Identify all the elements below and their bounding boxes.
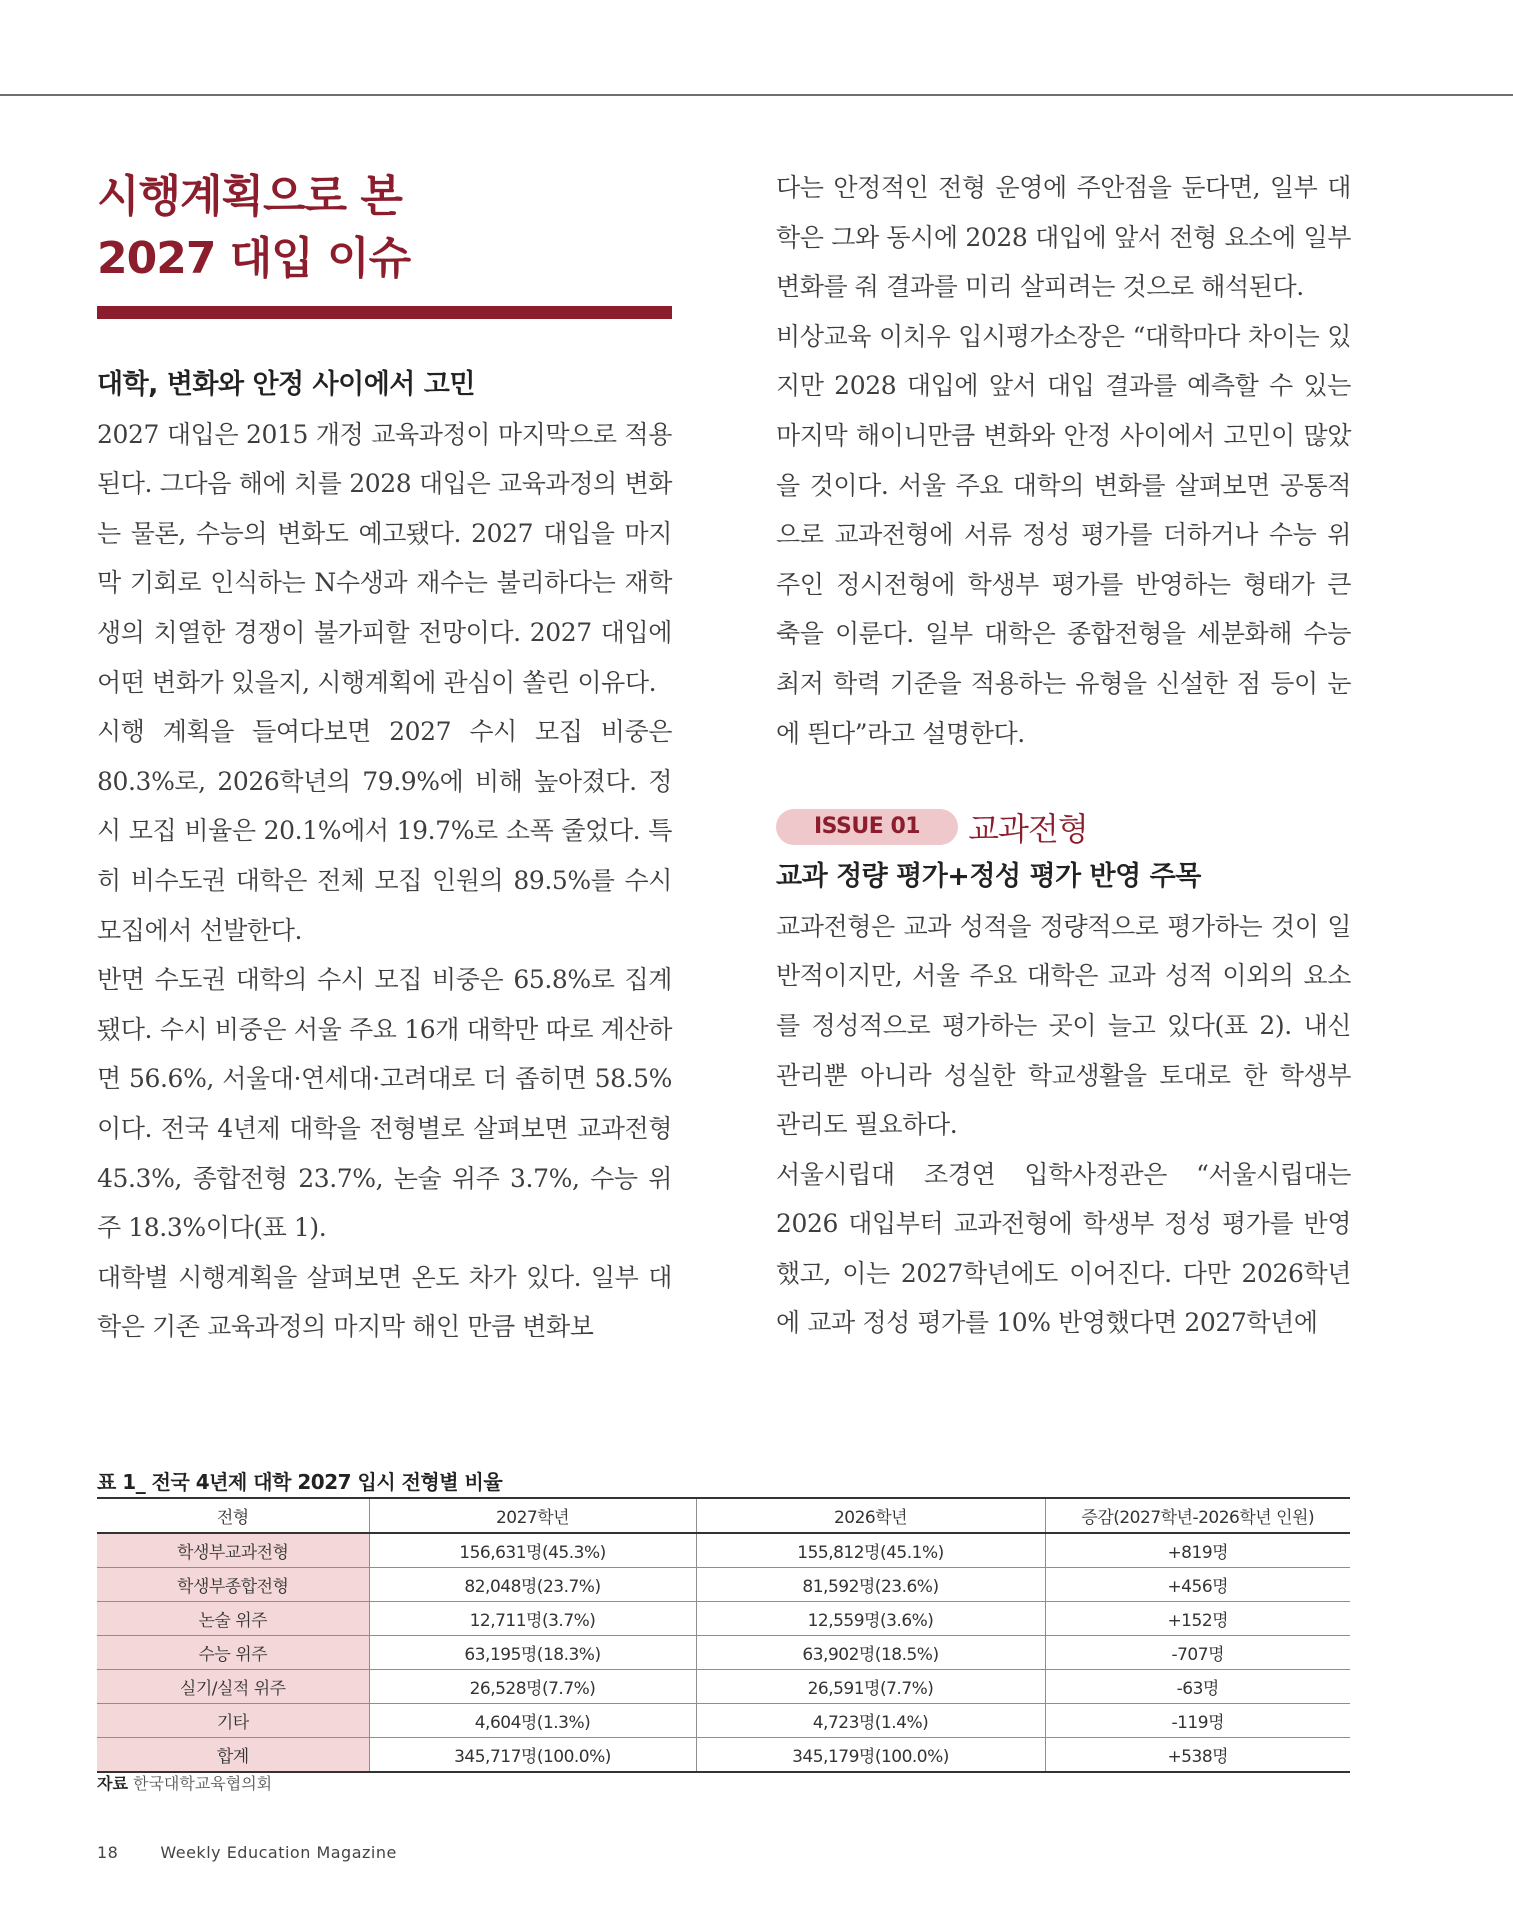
table-header-row bbox=[97, 1498, 1350, 1533]
table-total-row bbox=[97, 1738, 1350, 1773]
right-paragraph-2: 비상교육 이치우 입시평가소장은 “대학마다 차이는 있지만 2028 대입에 앞서 대입 결과를 예측할 수 있는 마지막 해이니만큼 변화와 안정 사이에서 고민이 많았을 것이다. 서울 주요 대학의 변화를 살펴보면 공통적으로 교과전형에 서류 정성 평가를 더하거나 수능 위주인 정시전형에 학생부 평가를 반영하는 형태가 큰 축을 이룬다. 일부 대학은 종합전형을 세분화해 수능 최저 학력 기준을 적용하는 유형을 신설한 점 등이 눈에 띈다”라고 설명한다. bbox=[776, 321, 1351, 748]
page-footer bbox=[97, 1843, 397, 1862]
table-cell: 63,902명(18.5%) bbox=[696, 1636, 1045, 1670]
table-cell: 26,591명(7.7%) bbox=[696, 1670, 1045, 1704]
table-row bbox=[97, 1602, 1350, 1636]
table-cell: 81,592명(23.6%) bbox=[696, 1568, 1045, 1602]
table-source bbox=[97, 1771, 272, 1794]
right-column bbox=[776, 163, 1351, 1348]
table-cell: 4,604명(1.3%) bbox=[369, 1704, 696, 1738]
table-cell: +538명 bbox=[1045, 1738, 1350, 1773]
right-subheading: 교과 정량 평가+정성 평가 반영 주목 bbox=[776, 861, 1201, 893]
table-cell: 82,048명(23.7%) bbox=[369, 1568, 696, 1602]
left-paragraph-4: 대학별 시행계획을 살펴보면 온도 차가 있다. 일부 대학은 기존 교육과정의 마지막 해인 만큼 변화보 bbox=[97, 1262, 672, 1342]
table-caption: 표 1_ 전국 4년제 대학 2027 입시 전형별 비율 bbox=[97, 1470, 503, 1494]
table-row bbox=[97, 1704, 1350, 1738]
left-paragraph-2: 시행 계획을 들여다보면 2027 수시 모집 비중은 80.3%로, 2026학년의 79.9%에 비해 높아졌다. 정시 모집 비율은 20.1%에서 19.7%로 소폭 줄었다. 특히 비수도권 대학은 전체 모집 인원의 89.5%를 수시 모집에서 선발한다. bbox=[97, 717, 672, 945]
publication-name: Weekly Education Magazine bbox=[160, 1843, 397, 1862]
table-cell: 345,717명(100.0%) bbox=[369, 1738, 696, 1773]
article-title-line-1: 시행계획으로 본 bbox=[97, 171, 402, 222]
table-row-label: 합계 bbox=[97, 1738, 369, 1773]
table-header-cell: 2026학년 bbox=[696, 1498, 1045, 1533]
table-row bbox=[97, 1568, 1350, 1602]
table-cell: +819명 bbox=[1045, 1533, 1350, 1568]
table-cell: -707명 bbox=[1045, 1636, 1350, 1670]
article-title-line-2: 2027 대입 이슈 bbox=[97, 233, 411, 284]
top-rule bbox=[0, 94, 1513, 96]
left-paragraph-1: 2027 대입은 2015 개정 교육과정이 마지막으로 적용된다. 그다음 해에 치를 2028 대입은 교육과정의 변화는 물론, 수능의 변화도 예고됐다. 2027 대입을 마지막 기회로 인식하는 N수생과 재수는 불리하다는 재학생의 치열한 경쟁이 불가피할 전망이다. 2027 대입에 어떤 변화가 있을지, 시행계획에 관심이 쏠린 이유다. bbox=[97, 419, 672, 697]
right-paragraph-3: 교과전형은 교과 성적을 정량적으로 평가하는 것이 일반적이지만, 서울 주요 대학은 교과 성적 이외의 요소를 정성적으로 평가하는 곳이 늘고 있다(표 2). 내신 관리뿐 아니라 성실한 학교생활을 토대로 한 학생부 관리도 필요하다. bbox=[776, 911, 1351, 1140]
table-row-label: 논술 위주 bbox=[97, 1602, 369, 1636]
table-row-label: 수능 위주 bbox=[97, 1636, 369, 1670]
left-subheading: 대학, 변화와 안정 사이에서 고민 bbox=[97, 369, 475, 400]
source-label: 자료 bbox=[97, 1774, 128, 1793]
right-paragraph-1: 다는 안정적인 전형 운영에 주안점을 둔다면, 일부 대학은 그와 동시에 2028 대입에 앞서 전형 요소에 일부 변화를 줘 결과를 미리 살피려는 것으로 해석된다. bbox=[776, 173, 1351, 302]
table-row bbox=[97, 1636, 1350, 1670]
table-header-cell: 2027학년 bbox=[369, 1498, 696, 1533]
table-header-cell: 증감(2027학년-2026학년 인원) bbox=[1045, 1498, 1350, 1533]
article-title bbox=[97, 166, 697, 290]
table-row-label: 실기/실적 위주 bbox=[97, 1670, 369, 1704]
issue-badge: ISSUE 01 bbox=[776, 809, 958, 845]
table-header-cell: 전형 bbox=[97, 1498, 369, 1533]
issue-title: 교과전형 bbox=[968, 810, 1088, 849]
table-cell: 12,559명(3.6%) bbox=[696, 1602, 1045, 1636]
table-row-label: 기타 bbox=[97, 1704, 369, 1738]
table-cell: 63,195명(18.3%) bbox=[369, 1636, 696, 1670]
issue-header bbox=[776, 802, 1351, 852]
table-cell: 4,723명(1.4%) bbox=[696, 1704, 1045, 1738]
admission-ratio-table bbox=[97, 1497, 1350, 1773]
left-paragraph-3: 반면 수도권 대학의 수시 모집 비중은 65.8%로 집계됐다. 수시 비중은 서울 주요 16개 대학만 따로 계산하면 56.6%, 서울대·연세대·고려대로 더 좁히면 58.5%이다. 전국 4년제 대학을 전형별로 살펴보면 교과전형 45.3%, 종합전형 23.7%, 논술 위주 3.7%, 수능 위주 18.3%이다(표 1). bbox=[97, 965, 672, 1243]
table-cell: 345,179명(100.0%) bbox=[696, 1738, 1045, 1773]
source-text: 한국대학교육협의회 bbox=[133, 1774, 273, 1793]
table-cell: -119명 bbox=[1045, 1704, 1350, 1738]
table-cell: 155,812명(45.1%) bbox=[696, 1533, 1045, 1568]
title-underline-bar bbox=[97, 306, 672, 319]
table-cell: +456명 bbox=[1045, 1568, 1350, 1602]
table-cell: +152명 bbox=[1045, 1602, 1350, 1636]
right-paragraph-4: 서울시립대 조경연 입학사정관은 “서울시립대는 2026 대입부터 교과전형에 학생부 정성 평가를 반영했고, 이는 2027학년에도 이어진다. 다만 2026학년에 교과 정성 평가를 10% 반영했다면 2027학년에 bbox=[776, 1159, 1351, 1338]
table-cell: -63명 bbox=[1045, 1670, 1350, 1704]
table-cell: 12,711명(3.7%) bbox=[369, 1602, 696, 1636]
table-row-label: 학생부종합전형 bbox=[97, 1568, 369, 1602]
table-row bbox=[97, 1670, 1350, 1704]
table-cell: 26,528명(7.7%) bbox=[369, 1670, 696, 1704]
table-row bbox=[97, 1533, 1350, 1568]
page-number: 18 bbox=[97, 1843, 119, 1862]
table-row-label: 학생부교과전형 bbox=[97, 1533, 369, 1568]
left-column bbox=[97, 360, 672, 1352]
table-cell: 156,631명(45.3%) bbox=[369, 1533, 696, 1568]
